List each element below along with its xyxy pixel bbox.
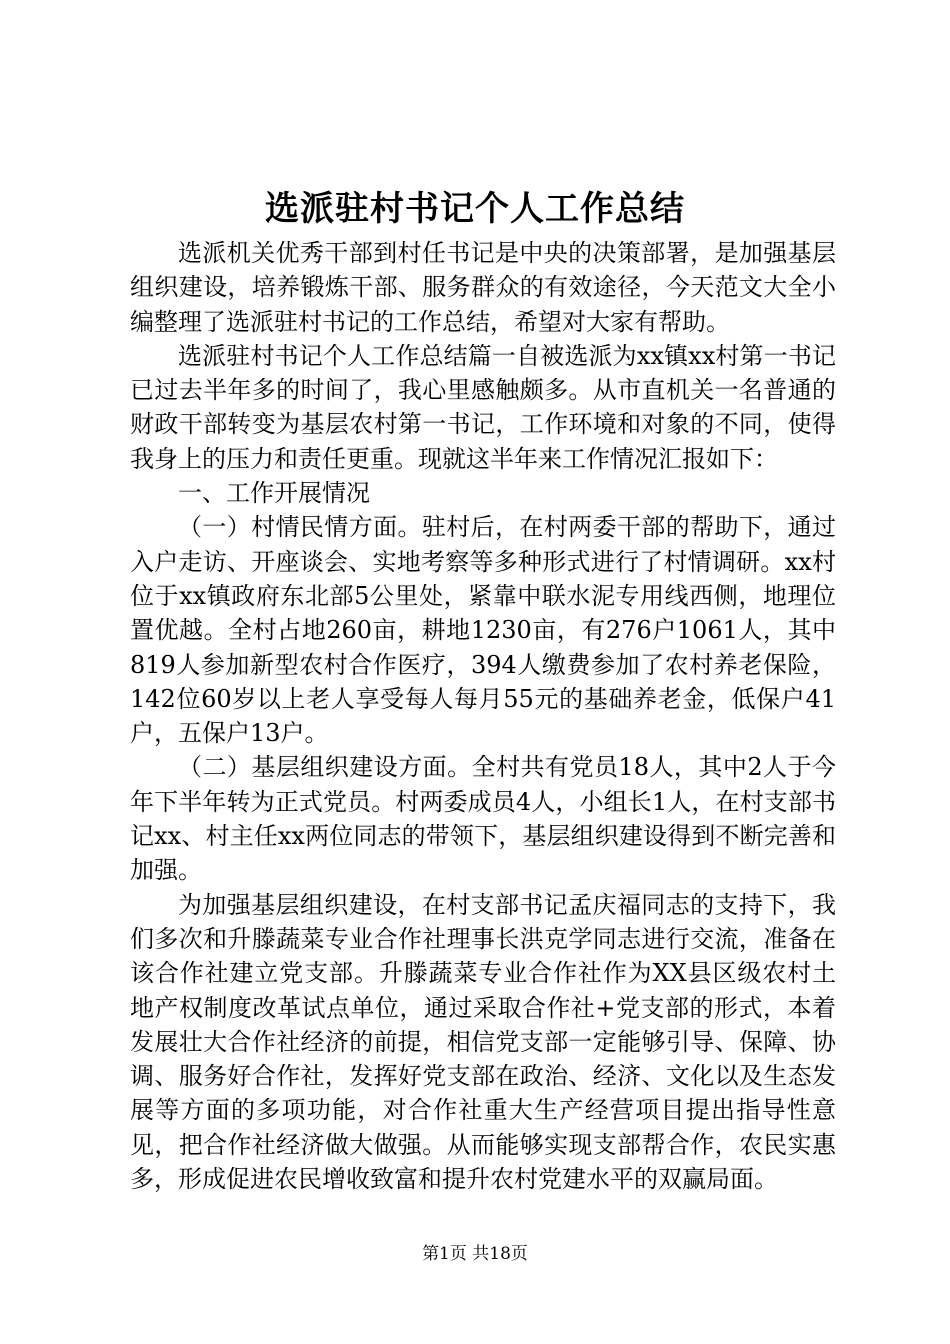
paragraph-cooperative: 为加强基层组织建设，在村支部书记孟庆福同志的支持下，我们多次和升滕蔬菜专业合作社理事长洪克学同志进行交流，准备在该合作社建立党支部。升滕蔬菜专业合作社作为XX县区级农村土地产权制度改革试点单位，通过采取合作社+党支部的形式，本着发展壮大合作社经济的前提，相信党支部一定能够引导、保障、协调、服务好合作社，发挥好党支部在政治、经济、文化以及生态发展等方面的多项功能，对合作社重大生产经营项目提出指导性意见，把合作社经济做大做强。从而能够实现支部帮合作，农民实惠多，形成促进农民增收致富和提升农村党建水平的双赢局面。 xyxy=(130,890,836,1194)
section-heading: 一、工作开展情况 xyxy=(178,479,370,508)
paragraph-opening: 选派驻村书记个人工作总结篇一自被选派为xx镇xx村第一书记已过去半年多的时间了，我心里感触颇多。从市直机关一名普通的财政干部转变为基层农村第一书记，工作环境和对象的不同，使得我身上的压力和责任更重。现就这半年来工作情况汇报如下： xyxy=(130,341,836,473)
document-body xyxy=(130,236,836,1196)
paragraph-organization: （二）基层组织建设方面。全村共有党员18人，其中2人于今年下半年转为正式党员。村两委成员4人，小组长1人，在村支部书记xx、村主任xx两位同志的带领下，基层组织建设得到不断完善和加强。 xyxy=(130,753,836,885)
document-title: 选派驻村书记个人工作总结 xyxy=(265,189,685,229)
paragraph-intro: 选派机关优秀干部到村任书记是中央的决策部署，是加强基层组织建设，培养锻炼干部、服务群众的有效途径，今天范文大全小编整理了选派驻村书记的工作总结，希望对大家有帮助。 xyxy=(130,239,836,336)
paragraph-village-conditions: （一）村情民情方面。驻村后，在村两委干部的帮助下，通过入户走访、开座谈会、实地考察等多种形式进行了村情调研。xx村位于xx镇政府东北部5公里处，紧靠中联水泥专用线西侧，地理位置优越。全村占地260亩，耕地1230亩，有276户1061人，其中819人参加新型农村合作医疗，394人缴费参加了农村养老保险，142位60岁以上老人享受每人每月55元的基础养老金，低保户41户，五保户13户。 xyxy=(130,513,836,748)
page-number: 第1页 共18页 xyxy=(422,1244,528,1264)
